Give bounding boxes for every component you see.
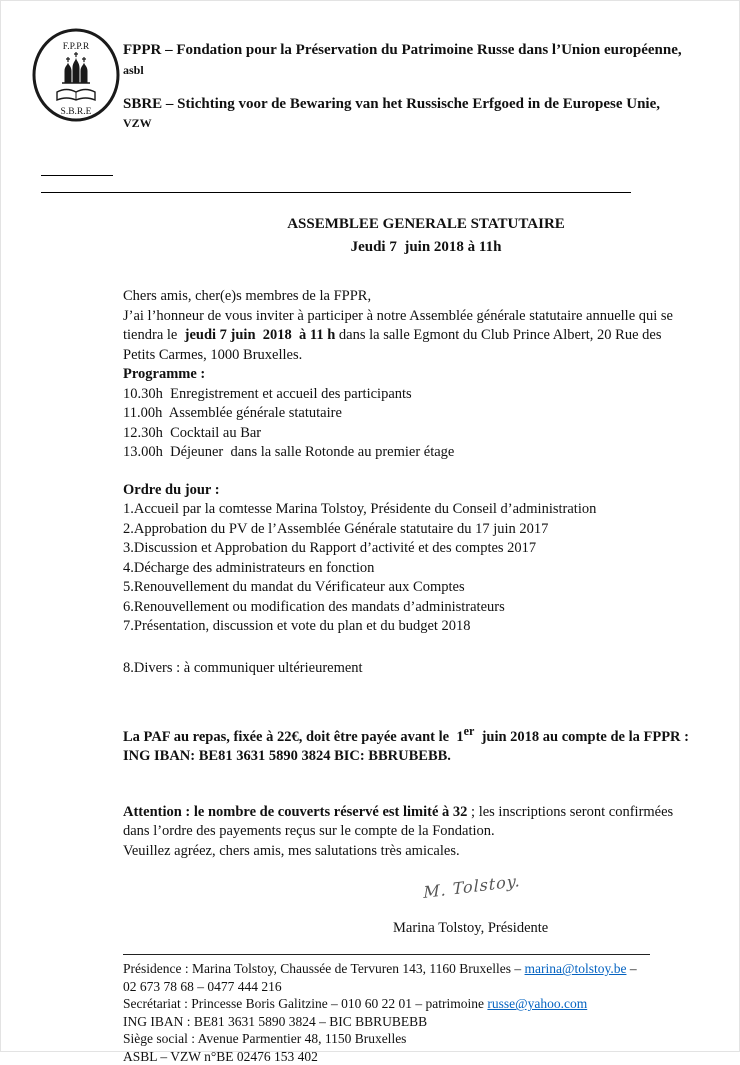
invitation-post: dans la salle Egmont du Club Prince Albert, 20 Rue des Petits Carmes, 1000 Bruxelles. (123, 327, 666, 363)
fppr-logo (31, 27, 121, 123)
fppr-sbre-emblem-icon (31, 27, 121, 123)
payment-post: juin 2018 au compte de la FPPR : ING IBAN: BE81 3631 5890 3824 BIC: BBRUBEBB. (123, 728, 700, 765)
payment-ordinal-sup: er (463, 724, 475, 738)
logo-top-text: F.P.P.R (62, 42, 90, 52)
footer-line-asbl: ASBL – VZW n°BE 02476 153 402 (123, 1048, 318, 1064)
email-link-patrimoine[interactable]: russe@yahoo.com (487, 996, 588, 1012)
org-name-fppr: FPPR – Fondation pour la Préservation du Patrimoine Russe dans l’Union européenne, (123, 42, 682, 58)
programme-item: 11.00h Assemblée générale statutaire (123, 405, 342, 421)
footer-line-presidence (123, 960, 691, 978)
programme-heading: Programme : (123, 366, 206, 382)
email-link-marina[interactable]: marina@tolstoy.be (524, 961, 627, 977)
logo-underline-rule (41, 175, 113, 176)
assembly-date: Jeudi 7 juin 2018 à 11h (350, 239, 502, 255)
vzw-label: VZW (123, 116, 152, 130)
handwritten-signature: M. Tolstoy. (423, 871, 521, 903)
agenda-item: 7.Présentation, discussion et vote du plan et du budget 2018 (123, 618, 471, 634)
agenda-item-divers: 8.Divers : à communiquer ultérieurement (123, 659, 363, 676)
asbl-label: asbl (123, 62, 144, 77)
agenda-item: 5.Renouvellement du mandat du Vérificateur aux Comptes (123, 579, 465, 595)
programme-item: 13.00h Déjeuner dans la salle Rotonde au premier étage (123, 444, 455, 460)
presidence-text: Présidence : Marina Tolstoy, Chaussée de Tervuren 143, 1160 Bruxelles – (123, 961, 525, 977)
invitation-date-bold: jeudi 7 juin 2018 à 11 h (180, 327, 339, 343)
invitation-paragraph (123, 307, 691, 366)
agenda-item: 6.Renouvellement ou modification des mandats d’administrateurs (123, 598, 505, 615)
agenda-item: 3.Discussion et Approbation du Rapport d’activité et des comptes 2017 (123, 540, 537, 556)
signature-name: Marina Tolstoy, Présidente (393, 919, 549, 936)
org-names-block (123, 29, 691, 134)
attention-rest: ; les inscriptions seront confirmées dans l’ordre des payements reçus sur le compte de la Fondation. (123, 803, 677, 840)
attention-notice (123, 803, 691, 842)
footer-line-iban: ING IBAN : BE81 3631 5890 3824 – BIC BBRUBEBB (123, 1013, 428, 1029)
attention-bold: Attention : le nombre de couverts réservé est limité à 32 (123, 803, 468, 820)
payment-pre: La PAF au repas, fixée à 22€, doit être payée avant le 1 (123, 728, 464, 745)
header-divider-rule (41, 192, 631, 193)
presidence-tail: – (626, 961, 637, 977)
letter-body (123, 287, 700, 938)
programme-item: 12.30h Cocktail au Bar (123, 424, 262, 441)
letterhead (41, 29, 691, 149)
assembly-title: ASSEMBLEE GENERALE STATUTAIRE (287, 216, 565, 232)
footer-line-secretariat (123, 995, 691, 1013)
org-name-sbre (123, 95, 691, 134)
secretariat-text: Secrétariat : Princesse Boris Galitzine – 010 60 22 01 – patrimoine (123, 996, 488, 1012)
footer-line-siege: Siège social : Avenue Parmentier 48, 1150 Bruxelles (123, 1031, 407, 1047)
payment-notice (123, 722, 700, 767)
footer-divider-rule (123, 954, 650, 955)
agenda-item: 2.Approbation du PV de l’Assemblée Générale statutaire du 17 juin 2017 (123, 520, 549, 537)
logo-bottom-text: S.B.R.E (60, 107, 92, 117)
salutation: Chers amis, cher(e)s membres de la FPPR, (123, 288, 372, 304)
closing-line: Veuillez agréez, chers amis, mes salutations très amicales. (123, 842, 460, 859)
invitation-pre: J’ai l’honneur de vous inviter à participer à notre Assemblée générale statutaire annuelle qui se tiendra le (123, 307, 677, 343)
footer-line-phones: 02 673 78 68 – 0477 444 216 (123, 978, 282, 994)
agenda-item: 4.Décharge des administrateurs en fonction (123, 559, 375, 576)
title-block (161, 213, 691, 259)
agenda-heading: Ordre du jour : (123, 481, 220, 498)
org-name-sbre-text: SBRE – Stichting voor de Bewaring van het Russische Erfgoed in de Europese Unie, (123, 95, 660, 112)
programme-item: 10.30h Enregistrement et accueil des participants (123, 385, 412, 402)
footer (123, 954, 691, 1065)
agenda-item: 1.Accueil par la comtesse Marina Tolstoy, Présidente du Conseil d’administration (123, 501, 597, 517)
